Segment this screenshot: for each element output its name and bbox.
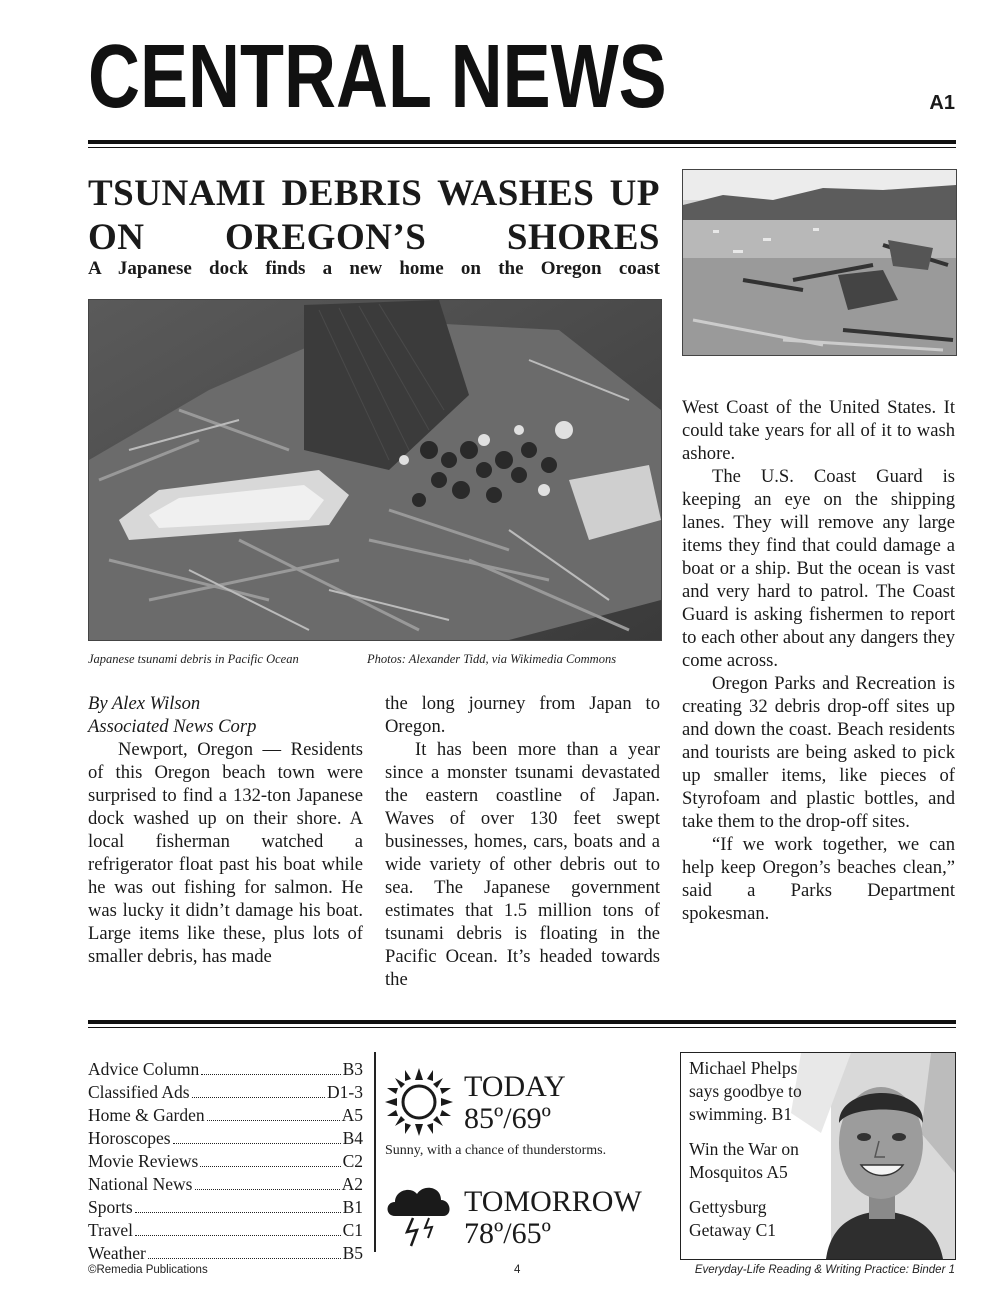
index-item[interactable]: Sports B1 <box>88 1197 363 1217</box>
today-temps: 85º/69º <box>464 1102 551 1135</box>
article-paragraph: “If we work together, we can help keep Oregon’s beaches clean,” said a Parks Department spokesman. <box>682 834 955 924</box>
today-forecast: Sunny, with a chance of thunderstorms. <box>385 1143 607 1158</box>
index-item[interactable]: National News A2 <box>88 1174 363 1194</box>
article-paragraph: It has been more than a year since a monster tsunami devastated the eastern coastline of Japan. Waves of over 130 feet swept businesses, homes, cars, boats and a wide variety of other debris out to sea. The Japanese government estimates that 1.5 million tons of tsunami debris is floating in the Pacific Ocean. It’s headed towards the <box>385 739 660 990</box>
footer-series: Everyday-Life Reading & Writing Practice: Binder 1 <box>694 1264 955 1276</box>
masthead-rule <box>88 140 956 144</box>
article-headline: TSUNAMI DEBRIS WASHES UP ON OREGON’S SHORES <box>88 173 660 258</box>
article-paragraph: Newport, Oregon — Residents of this Oregon beach town were surprised to find a 132-ton Japanese dock washed up on their shore. A local fisherman watched a refrigerator float past his boat while he was out fishing for salmon. He was lucky it didn’t damage his boat. Large items like these, plus lots of smaller debris, has made <box>88 739 363 967</box>
sun-icon <box>383 1066 455 1138</box>
article-column-1 <box>88 692 363 968</box>
index-item[interactable]: Weather B5 <box>88 1243 363 1263</box>
index-item[interactable]: Home & Garden A5 <box>88 1105 363 1125</box>
teaser-item[interactable]: Michael Phelps says goodbye to swimming. B1 <box>689 1058 802 1124</box>
teaser-item[interactable]: Gettysburg Getaway C1 <box>689 1197 776 1240</box>
article-paragraph: the long journey from Japan to Oregon. <box>385 693 660 737</box>
article-column-3 <box>682 396 955 925</box>
index-item[interactable]: Movie Reviews C2 <box>88 1151 363 1171</box>
photo-credit: Photos: Alexander Tidd, via Wikimedia Commons <box>367 652 617 666</box>
beach-debris-photo <box>682 169 957 356</box>
bottom-rule <box>88 1020 956 1024</box>
teaser-item[interactable]: Win the War on Mosquitos A5 <box>689 1139 799 1182</box>
footer-page-number: 4 <box>514 1264 521 1276</box>
masthead-rule-thin <box>88 147 956 148</box>
article-subhead: A Japanese dock finds a new home on the Oregon coast <box>88 258 660 279</box>
byline-org: Associated News Corp <box>88 716 257 737</box>
today-label: TODAY <box>464 1070 566 1103</box>
byline-author: By Alex Wilson <box>88 693 201 714</box>
article-column-2 <box>385 692 660 991</box>
index-item[interactable]: Advice Column B3 <box>88 1059 363 1079</box>
index-divider <box>374 1052 376 1252</box>
index-item[interactable]: Classified Ads D1-3 <box>88 1082 363 1102</box>
teaser-list <box>689 1057 819 1254</box>
bottom-rule-thin <box>88 1027 956 1028</box>
index-item[interactable]: Travel C1 <box>88 1220 363 1240</box>
storm-cloud-icon <box>383 1178 455 1250</box>
masthead-title: CENTRAL NEWS <box>88 27 667 127</box>
section-index <box>88 1058 363 1265</box>
footer-copyright: ©Remedia Publications <box>88 1264 208 1276</box>
teaser-box <box>680 1052 956 1260</box>
article-paragraph: West Coast of the United States. It could take years for all of it to wash ashore. <box>682 397 955 464</box>
article-paragraph: Oregon Parks and Recreation is creating 32 debris drop-off sites up and down the coast. Beach residents and tourists are being asked to pick up smaller items, like pieces of Styrofoam and plastic bottles, and take them to the drop-off sites. <box>682 673 955 832</box>
page-label: A1 <box>929 92 955 114</box>
article-paragraph: The U.S. Coast Guard is keeping an eye on the shipping lanes. They will remove any large items they find that could damage a boat or a ship. But the ocean is vast and very hard to patrol. The Coast Guard is asking fishermen to report to each other about any dangers they come across. <box>682 466 955 671</box>
tomorrow-label: TOMORROW <box>464 1185 642 1218</box>
index-item[interactable]: Horoscopes B4 <box>88 1128 363 1148</box>
debris-photo <box>88 299 662 641</box>
tomorrow-temps: 78º/65º <box>464 1217 551 1250</box>
photo-caption: Japanese tsunami debris in Pacific Ocean <box>88 652 299 666</box>
